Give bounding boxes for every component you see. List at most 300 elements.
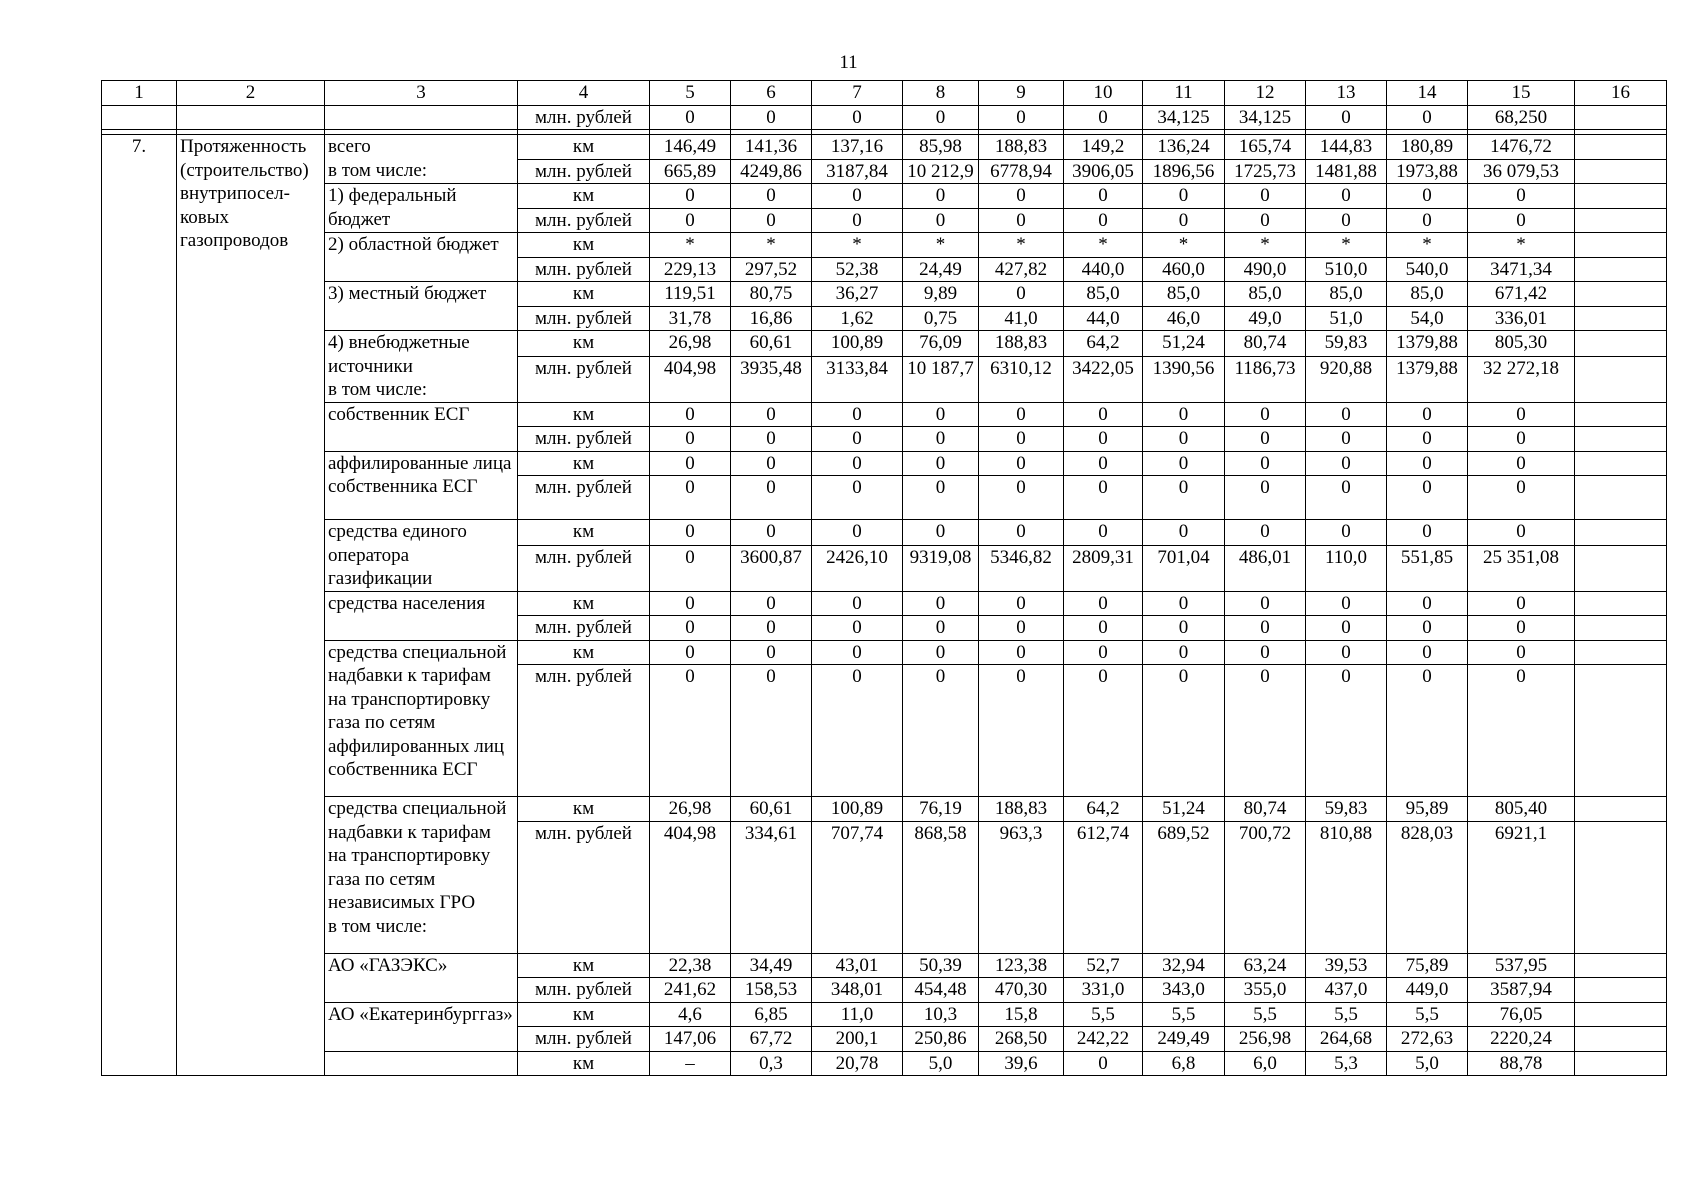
value-cell: 0 [979,208,1064,233]
value-cell [1575,105,1667,130]
value-cell: 25 351,08 [1468,545,1575,591]
value-cell: * [1143,233,1225,258]
value-cell: * [903,233,979,258]
value-cell: 0 [1387,640,1468,665]
value-cell: 5,5 [1143,1002,1225,1027]
value-cell: 0 [979,402,1064,427]
value-cell: 1,62 [812,306,903,331]
value-cell: 68,250 [1468,105,1575,130]
value-cell: 665,89 [650,159,731,184]
value-cell: 26,98 [650,797,731,822]
value-cell: 0 [812,427,903,452]
value-cell: 2426,10 [812,545,903,591]
value-cell: 810,88 [1306,821,1387,953]
value-cell [1575,159,1667,184]
value-cell: * [1387,233,1468,258]
value-cell: 51,24 [1143,331,1225,357]
value-cell: 0 [1064,640,1143,665]
value-cell: 0 [1306,427,1387,452]
table-row [102,640,1667,665]
value-cell: 52,38 [812,257,903,282]
value-cell: 0 [1468,665,1575,797]
value-cell: 0 [903,451,979,476]
value-cell: 188,83 [979,797,1064,822]
value-cell: 0 [1306,616,1387,641]
value-cell: 0 [1064,105,1143,130]
value-cell: 264,68 [1306,1027,1387,1052]
value-cell: 5,5 [1306,1002,1387,1027]
value-cell: 0 [1225,427,1306,452]
value-cell: 85,0 [1064,282,1143,307]
value-cell: 80,74 [1225,331,1306,357]
data-table [101,80,1667,1076]
value-cell: 612,74 [1064,821,1143,953]
value-cell: 0 [731,520,812,546]
unit-cell: км [518,331,650,357]
value-cell [1575,427,1667,452]
value-cell: 144,83 [1306,135,1387,160]
value-cell: 0 [731,640,812,665]
value-cell: 0 [1387,451,1468,476]
value-cell: 0 [731,665,812,797]
value-cell: 0 [1064,184,1143,209]
value-cell: 0 [979,665,1064,797]
value-cell: 0 [650,616,731,641]
value-cell: 0 [979,640,1064,665]
value-cell: 0 [1387,208,1468,233]
header-cell: 8 [903,81,979,106]
value-cell: 200,1 [812,1027,903,1052]
unit-cell: км [518,1002,650,1027]
value-cell: 64,2 [1064,797,1143,822]
header-cell: 11 [1143,81,1225,106]
value-cell [1575,520,1667,546]
value-cell: 0 [1064,665,1143,797]
unit-cell: млн. рублей [518,159,650,184]
value-cell: 1379,88 [1387,331,1468,357]
value-cell: 188,83 [979,331,1064,357]
value-cell: 136,24 [1143,135,1225,160]
value-cell: 0 [903,640,979,665]
value-cell: 828,03 [1387,821,1468,953]
value-cell: * [731,233,812,258]
unit-cell: млн. рублей [518,208,650,233]
value-cell: 34,125 [1143,105,1225,130]
section-number: 7. [102,135,177,1076]
unit-cell: км [518,135,650,160]
value-cell: 551,85 [1387,545,1468,591]
value-cell: 3587,94 [1468,978,1575,1003]
unit-cell: км [518,451,650,476]
value-cell: 0 [1143,616,1225,641]
value-cell: 0 [979,476,1064,520]
page-number: 11 [839,52,858,73]
value-cell: 0,3 [731,1051,812,1076]
value-cell: 297,52 [731,257,812,282]
header-cell: 6 [731,81,812,106]
value-cell [1575,953,1667,978]
value-cell: * [1468,233,1575,258]
value-cell: 0 [650,476,731,520]
value-cell: 0 [979,591,1064,616]
value-cell: 470,30 [979,978,1064,1003]
value-cell: 0 [812,402,903,427]
value-cell: 51,0 [1306,306,1387,331]
value-cell: 0 [1306,402,1387,427]
value-cell: 0 [1143,451,1225,476]
value-cell: 0 [1468,427,1575,452]
value-cell: 0 [812,208,903,233]
value-cell: * [1306,233,1387,258]
value-cell: 0 [1143,665,1225,797]
unit-cell: км [518,184,650,209]
value-cell: 32 272,18 [1468,356,1575,402]
value-cell: 0 [979,520,1064,546]
value-cell: 256,98 [1225,1027,1306,1052]
unit-cell: км [518,233,650,258]
unit-cell: км [518,282,650,307]
value-cell: 0 [731,616,812,641]
value-cell: 46,0 [1143,306,1225,331]
value-cell: 0 [1225,476,1306,520]
value-cell: 355,0 [1225,978,1306,1003]
unit-cell: км [518,591,650,616]
value-cell: 0 [1468,451,1575,476]
value-cell: 427,82 [979,257,1064,282]
table-row [102,184,1667,209]
value-cell [1575,821,1667,953]
source-label: АО «ГАЗЭКС» [325,953,518,1002]
unit-cell: млн. рублей [518,1027,650,1052]
unit-cell: млн. рублей [518,356,650,402]
unit-cell: км [518,520,650,546]
value-cell: 0 [979,105,1064,130]
value-cell: 0 [1143,476,1225,520]
value-cell: 1186,73 [1225,356,1306,402]
value-cell: * [1225,233,1306,258]
value-cell: 272,63 [1387,1027,1468,1052]
value-cell: 0 [903,476,979,520]
value-cell: – [650,1051,731,1076]
value-cell: 0 [731,105,812,130]
value-cell: * [650,233,731,258]
value-cell: 249,49 [1143,1027,1225,1052]
unit-cell: млн. рублей [518,978,650,1003]
value-cell: 671,42 [1468,282,1575,307]
unit-cell: км [518,797,650,822]
value-cell: 41,0 [979,306,1064,331]
value-cell: 0 [1225,591,1306,616]
value-cell: 0 [1468,616,1575,641]
table-row [102,520,1667,546]
value-cell: 5,5 [1064,1002,1143,1027]
value-cell: 0 [1225,184,1306,209]
value-cell: 100,89 [812,797,903,822]
value-cell [1575,184,1667,209]
value-cell: 54,0 [1387,306,1468,331]
value-cell: 336,01 [1468,306,1575,331]
value-cell: 0 [1468,184,1575,209]
value-cell: 137,16 [812,135,903,160]
value-cell: 1725,73 [1225,159,1306,184]
table-row [102,233,1667,258]
value-cell: 100,89 [812,331,903,357]
value-cell: 454,48 [903,978,979,1003]
value-cell: 110,0 [1306,545,1387,591]
value-cell: 0 [1143,427,1225,452]
value-cell: 0 [1387,616,1468,641]
value-cell: 10 187,7 [903,356,979,402]
header-cell: 14 [1387,81,1468,106]
unit-cell: км [518,402,650,427]
value-cell: 3906,05 [1064,159,1143,184]
value-cell: 6778,94 [979,159,1064,184]
value-cell: 404,98 [650,356,731,402]
value-cell: 76,05 [1468,1002,1575,1027]
header-cell: 3 [325,81,518,106]
value-cell: 20,78 [812,1051,903,1076]
value-cell: 868,58 [903,821,979,953]
value-cell [1575,640,1667,665]
value-cell: 510,0 [1306,257,1387,282]
value-cell: 147,06 [650,1027,731,1052]
value-cell: 0 [1306,184,1387,209]
value-cell: * [1064,233,1143,258]
value-cell: 0 [650,545,731,591]
value-cell: 0 [650,665,731,797]
value-cell: 123,38 [979,953,1064,978]
value-cell: 2220,24 [1468,1027,1575,1052]
value-cell: 59,83 [1306,797,1387,822]
value-cell: 3600,87 [731,545,812,591]
source-label: 1) федеральный бюджет [325,184,518,233]
source-label: АО «Екатеринбурггаз» [325,1002,518,1051]
value-cell [1575,451,1667,476]
unit-cell: млн. рублей [518,616,650,641]
value-cell: 805,40 [1468,797,1575,822]
value-cell: 95,89 [1387,797,1468,822]
value-cell: 0 [812,476,903,520]
value-cell: 0 [1306,591,1387,616]
value-cell: 0 [650,208,731,233]
value-cell [1575,665,1667,797]
value-cell: 85,0 [1306,282,1387,307]
value-cell: 1379,88 [1387,356,1468,402]
header-cell: 10 [1064,81,1143,106]
value-cell [1575,978,1667,1003]
value-cell [1575,545,1667,591]
value-cell [1575,306,1667,331]
value-cell: 0 [1143,591,1225,616]
value-cell: 50,39 [903,953,979,978]
value-cell: 689,52 [1143,821,1225,953]
source-label: 3) местный бюджет [325,282,518,331]
value-cell: 0 [1064,520,1143,546]
value-cell: 331,0 [1064,978,1143,1003]
value-cell: 60,61 [731,331,812,357]
value-cell [1575,233,1667,258]
source-label: 4) внебюджетные источники в том числе: [325,331,518,403]
value-cell: 0 [1468,640,1575,665]
source-label: средства специальной надбавки к тарифам на транспортировку газа по сетям независимых ГРО в том числе: [325,797,518,954]
value-cell: 9319,08 [903,545,979,591]
value-cell: 0 [903,520,979,546]
source-label: всего в том числе: [325,135,518,184]
value-cell: 3187,84 [812,159,903,184]
value-cell: 0 [1143,402,1225,427]
header-cell: 12 [1225,81,1306,106]
header-cell: 13 [1306,81,1387,106]
value-cell [1575,476,1667,520]
value-cell: 0 [903,208,979,233]
value-cell: 85,0 [1225,282,1306,307]
table-row [102,1051,1667,1076]
value-cell: 85,98 [903,135,979,160]
table-row [102,451,1667,476]
value-cell: 9,89 [903,282,979,307]
value-cell: 0 [650,520,731,546]
value-cell: 1476,72 [1468,135,1575,160]
value-cell: 52,7 [1064,953,1143,978]
value-cell: 6,85 [731,1002,812,1027]
value-cell: 39,53 [1306,953,1387,978]
value-cell: 16,86 [731,306,812,331]
unit-cell: млн. рублей [518,821,650,953]
table-row [102,953,1667,978]
value-cell: 0 [1306,520,1387,546]
value-cell: 44,0 [1064,306,1143,331]
value-cell: 1973,88 [1387,159,1468,184]
header-cell: 9 [979,81,1064,106]
value-cell [1575,282,1667,307]
value-cell: 0 [1468,591,1575,616]
value-cell: 0 [1468,476,1575,520]
value-cell: 0 [1387,591,1468,616]
value-cell: 0 [1225,520,1306,546]
value-cell: 0 [903,665,979,797]
value-cell [1575,616,1667,641]
value-cell: 36 079,53 [1468,159,1575,184]
value-cell: * [979,233,1064,258]
unit-cell: млн. рублей [518,257,650,282]
value-cell: 229,13 [650,257,731,282]
value-cell: 241,62 [650,978,731,1003]
value-cell: 0 [1387,184,1468,209]
value-cell: 31,78 [650,306,731,331]
value-cell: 36,27 [812,282,903,307]
table-row [102,282,1667,307]
value-cell: 59,83 [1306,331,1387,357]
value-cell: 26,98 [650,331,731,357]
value-cell: 0 [1387,476,1468,520]
value-cell [1575,208,1667,233]
value-cell: 0 [1225,402,1306,427]
value-cell: 0 [731,476,812,520]
value-cell: 0 [1064,427,1143,452]
value-cell: 0 [979,427,1064,452]
value-cell: 51,24 [1143,797,1225,822]
table-row [102,331,1667,357]
value-cell: 0 [1306,476,1387,520]
value-cell: 0 [731,402,812,427]
value-cell: 0 [1387,402,1468,427]
value-cell: 146,49 [650,135,731,160]
value-cell: 0 [812,640,903,665]
header-cell: 7 [812,81,903,106]
table-row [102,591,1667,616]
value-cell: 0 [650,591,731,616]
value-cell [1575,1002,1667,1027]
section-title: Протяженность (строительство) внутрипосел-ковых газопроводов [177,135,325,1076]
value-cell: 165,74 [1225,135,1306,160]
value-cell: * [812,233,903,258]
value-cell: 5,5 [1387,1002,1468,1027]
value-cell: 67,72 [731,1027,812,1052]
unit-cell: млн. рублей [518,105,650,130]
value-cell: 32,94 [1143,953,1225,978]
value-cell: 1896,56 [1143,159,1225,184]
value-cell: 540,0 [1387,257,1468,282]
value-cell: 34,49 [731,953,812,978]
value-cell [1575,356,1667,402]
value-cell: 3471,34 [1468,257,1575,282]
value-cell: 449,0 [1387,978,1468,1003]
value-cell: 3133,84 [812,356,903,402]
empty-cell [102,105,177,130]
value-cell: 1390,56 [1143,356,1225,402]
value-cell: 141,36 [731,135,812,160]
value-cell: 75,89 [1387,953,1468,978]
value-cell: 63,24 [1225,953,1306,978]
value-cell: 0 [1143,208,1225,233]
table-row [102,797,1667,822]
value-cell: 0 [650,451,731,476]
value-cell: 0 [1306,640,1387,665]
value-cell: 0 [903,591,979,616]
value-cell: 188,83 [979,135,1064,160]
header-cell: 2 [177,81,325,106]
value-cell: 537,95 [1468,953,1575,978]
value-cell: 440,0 [1064,257,1143,282]
value-cell: 701,04 [1143,545,1225,591]
value-cell: 0 [812,665,903,797]
value-cell: 0 [903,427,979,452]
value-cell: 0 [1225,616,1306,641]
value-cell: 88,78 [1468,1051,1575,1076]
source-label: 2) областной бюджет [325,233,518,282]
value-cell: 404,98 [650,821,731,953]
value-cell: 22,38 [650,953,731,978]
value-cell: 0 [1064,616,1143,641]
value-cell: 76,19 [903,797,979,822]
unit-cell: млн. рублей [518,306,650,331]
value-cell: 5,3 [1306,1051,1387,1076]
value-cell: 0 [1064,476,1143,520]
value-cell: 10,3 [903,1002,979,1027]
value-cell: 34,125 [1225,105,1306,130]
value-cell: 0 [1064,208,1143,233]
value-cell [1575,402,1667,427]
value-cell: 963,3 [979,821,1064,953]
value-cell: 43,01 [812,953,903,978]
value-cell: 0 [1468,402,1575,427]
source-label: собственник ЕСГ [325,402,518,451]
source-label: средства единого оператора газификации [325,520,518,592]
value-cell: 0 [812,520,903,546]
value-cell: 250,86 [903,1027,979,1052]
value-cell: 6,8 [1143,1051,1225,1076]
value-cell: 4,6 [650,1002,731,1027]
